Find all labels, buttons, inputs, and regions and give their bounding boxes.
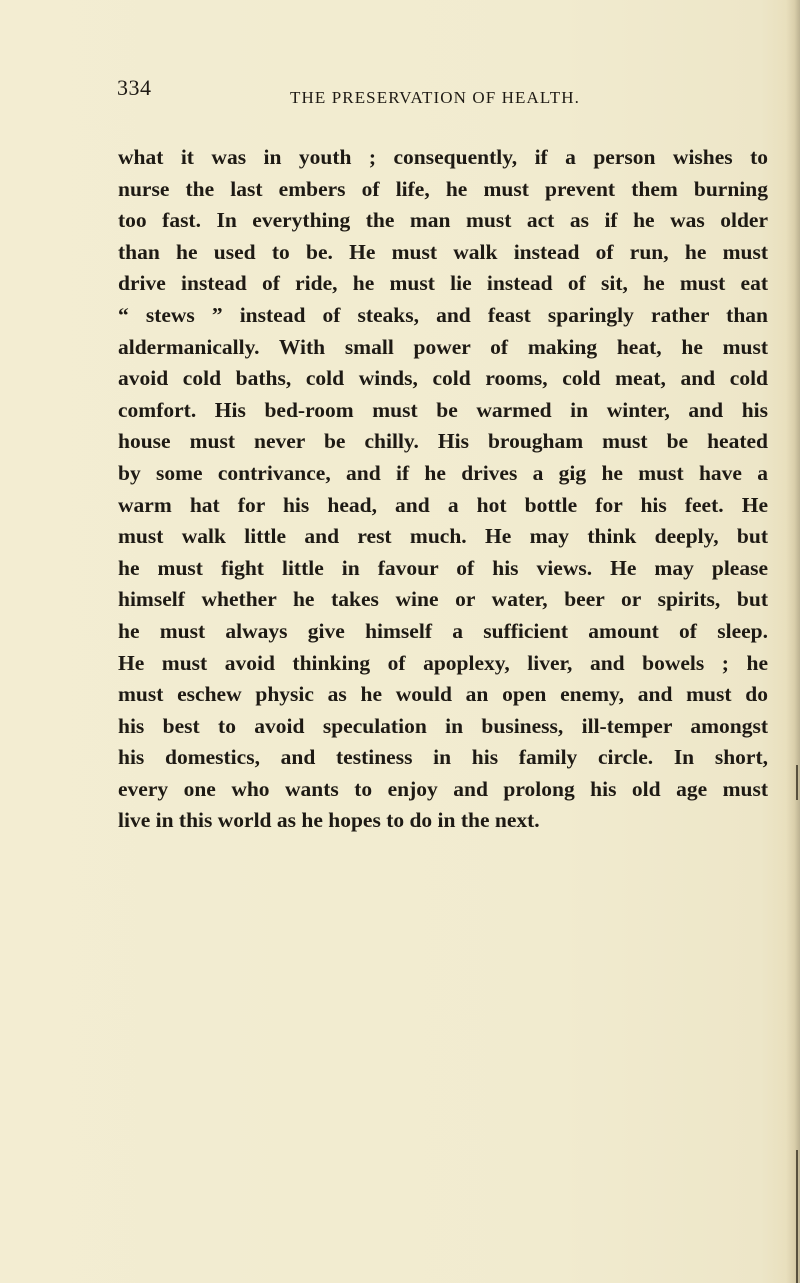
text-line: his domestics, and testiness in his family circle. In short, xyxy=(118,745,768,770)
text-line: must walk little and rest much. He may think deeply, but xyxy=(118,524,768,549)
text-line: he must fight little in favour of his views. He may please xyxy=(118,555,768,580)
page-edge-shadow xyxy=(786,0,800,1283)
text-line: his best to avoid speculation in business, ill-temper amongst xyxy=(118,713,768,738)
text-line-last: live in this world as he hopes to do in the next. xyxy=(118,808,540,833)
text-line: drive instead of ride, he must lie instead of sit, he must eat xyxy=(118,271,768,296)
text-line: than he used to be. He must walk instead of run, he must xyxy=(118,239,768,264)
page-edge-line-upper xyxy=(796,765,798,800)
text-line: nurse the last embers of life, he must prevent them burning xyxy=(118,176,768,201)
text-line: must eschew physic as he would an open enemy, and must do xyxy=(118,682,768,707)
text-line: by some contrivance, and if he drives a gig he must have a xyxy=(118,460,768,485)
page-edge-line-lower xyxy=(796,1150,798,1283)
text-line: comfort. His bed-room must be warmed in winter, and his xyxy=(118,397,768,422)
text-line: avoid cold baths, cold winds, cold rooms, cold meat, and cold xyxy=(118,366,768,391)
text-line: He must avoid thinking of apoplexy, liver, and bowels ; he xyxy=(118,650,768,675)
body-paragraph xyxy=(118,142,768,837)
text-line: warm hat for his head, and a hot bottle for his feet. He xyxy=(118,492,768,517)
text-line: he must always give himself a sufficient amount of sleep. xyxy=(118,618,768,643)
text-line: what it was in youth ; consequently, if a person wishes to xyxy=(118,145,768,169)
text-line: house must never be chilly. His brougham must be heated xyxy=(118,429,768,454)
text-line: “ stews ” instead of steaks, and feast sparingly rather than xyxy=(118,302,768,327)
text-line: every one who wants to enjoy and prolong his old age must xyxy=(118,776,768,801)
text-line: too fast. In everything the man must act as if he was older xyxy=(118,208,768,233)
text-line: aldermanically. With small power of making heat, he must xyxy=(118,334,768,359)
running-head: THE PRESERVATION OF HEALTH. xyxy=(290,88,580,107)
page-number: 334 xyxy=(117,75,152,100)
text-line: himself whether he takes wine or water, beer or spirits, but xyxy=(118,587,768,612)
